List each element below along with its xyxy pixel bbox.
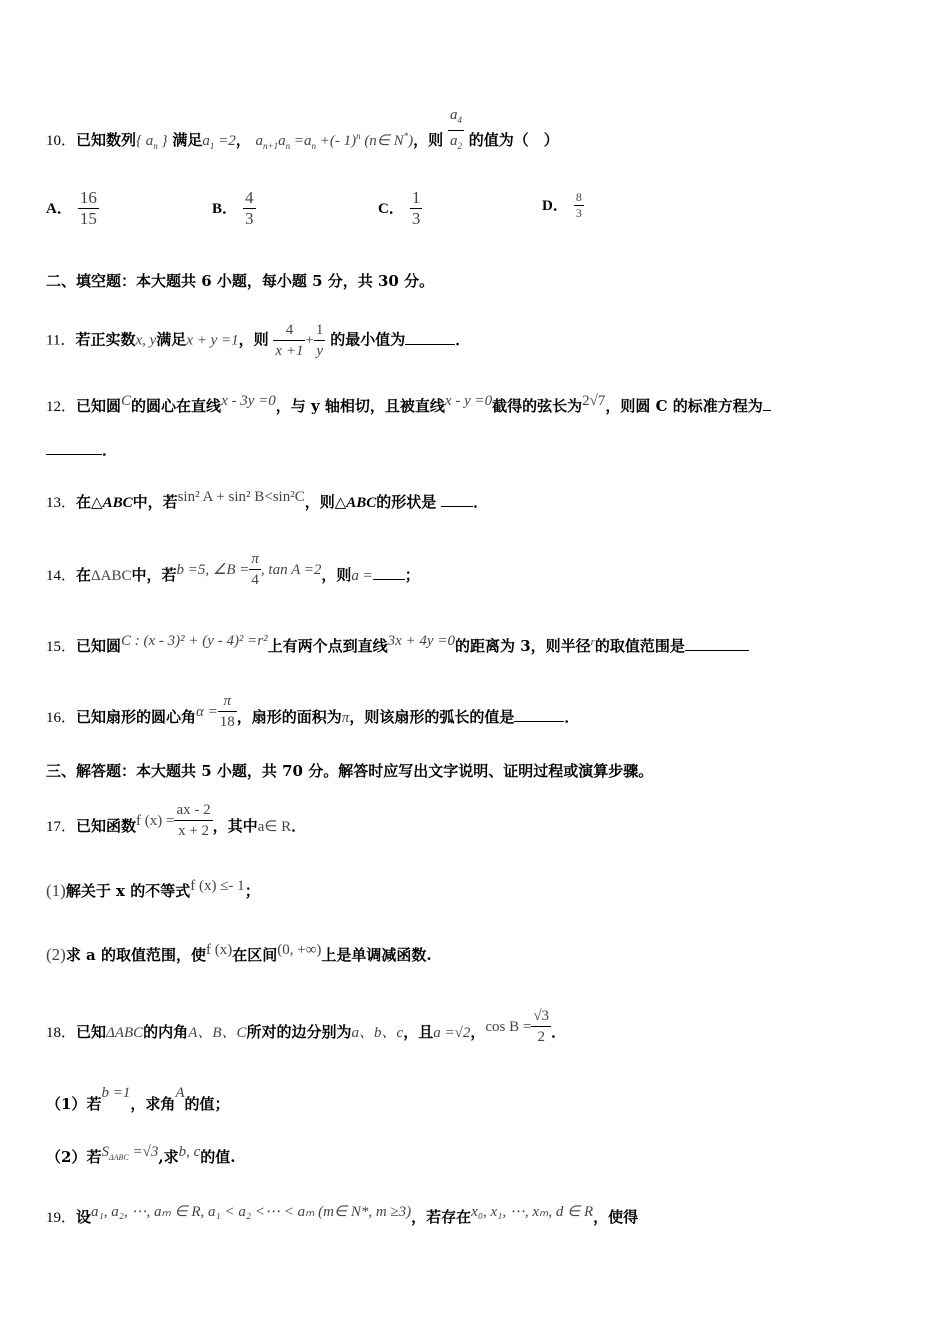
question-14: 14．在ΔABC中，若b =5, ∠B = $\frac{\pi}{4}$ , tan A =2，则a = ； bbox=[46, 550, 420, 588]
option-c[interactable]: C． $\frac{1}{3}$ bbox=[378, 188, 421, 228]
recurrence: $a_{n+1}a_n =a_n$ +(- 1)$^n$ (n∈ N*) bbox=[255, 131, 414, 151]
answer-blank-12b[interactable] bbox=[46, 454, 102, 455]
question-11: 11．若正实数x, y满足x + y =1，则 $\frac{4}{x +1}$ + $\frac{1}{y}$ 的最小值为 ． bbox=[46, 322, 471, 359]
question-16: 16．已知扇形的圆心角α = $\frac{\pi}{18}$ ，扇形的面积为π，则该扇形的弧长的值是 ． bbox=[46, 692, 580, 730]
question-10: 10．已知数列{ $a_n$ } 满足$a_1 =2$， $a_{n+1}a_n =a_n$ +(- 1)$^n$ (n∈ N*)，则 $\frac{a_4}{a_2}$ 的值为（ ） bbox=[46, 126, 910, 156]
ratio-a4-a2: $\frac{a_4}{a_2}$ bbox=[449, 106, 462, 151]
option-a[interactable]: A． $\frac{16}{15}$ bbox=[46, 188, 97, 228]
seq-an: { $a_n$ } bbox=[136, 133, 168, 151]
question-13: 13．在△ABC中，若sin² A + sin² B<sin²C，则△ABC的形状是 ． bbox=[46, 489, 489, 511]
question-18: 18．已知ΔABC的内角A、B、C所对的边分别为a、b、c，且a =√2，cos B = $\frac{√3}{2}$ ． bbox=[46, 1007, 567, 1045]
section-3-heading: 三、解答题：本大题共 5 小题，共 70 分。解答时应写出文字说明、证明过程或演算步骤。 bbox=[46, 762, 654, 780]
answer-blank-14[interactable] bbox=[373, 579, 405, 580]
question-17-part-1: (1)解关于 x 的不等式f (x) ≤- 1； bbox=[46, 878, 260, 900]
question-18-part-2: （2）若$S_{\Delta ABC} =√3$,求b, c的值. bbox=[46, 1144, 236, 1166]
question-18-part-1: （1）若b =1，求角A的值； bbox=[46, 1085, 230, 1113]
question-12: 12．已知圆C的圆心在直线x - 3y =0，与 y 轴相切，且被直线x - y =0截得的弦长为2√7，则圆 C 的标准方程为 bbox=[46, 391, 910, 417]
question-19: 19．设a₁, a₂, ⋯, aₘ ∈ R, a₁ < a₂ <⋯ < aₘ (m∈ N*, m ≥3)，若存在x₀, x₁, ⋯, xₘ, d ∈ R，使得 bbox=[46, 1204, 639, 1226]
option-b[interactable]: B． $\frac{4}{3}$ bbox=[212, 188, 254, 228]
answer-blank-11[interactable] bbox=[405, 344, 455, 345]
question-17: 17．已知函数f (x) = $\frac{ax - 2}{x + 2}$ ，其中a∈ R． bbox=[46, 801, 307, 839]
answer-blank-12a[interactable] bbox=[763, 410, 771, 411]
answer-blank-15[interactable] bbox=[685, 650, 749, 651]
question-15: 15．已知圆C : (x - 3)² + (y - 4)² =r²上有两个点到直线3x + 4y =0的距离为 3，则半径$^r$的取值范围是 bbox=[46, 631, 910, 657]
answer-blank-13[interactable] bbox=[441, 506, 473, 507]
section-2-heading: 二、填空题：本大题共 6 小题，每小题 5 分，共 30 分。 bbox=[46, 272, 435, 290]
question-12-cont: ． bbox=[46, 440, 910, 460]
answer-blank-16[interactable] bbox=[514, 721, 564, 722]
option-d[interactable]: D． $\frac{8}{3}$ bbox=[542, 190, 582, 220]
question-17-part-2: (2)求 a 的取值范围，使f (x)在区间(0, +∞)上是单调减函数. bbox=[46, 942, 432, 964]
